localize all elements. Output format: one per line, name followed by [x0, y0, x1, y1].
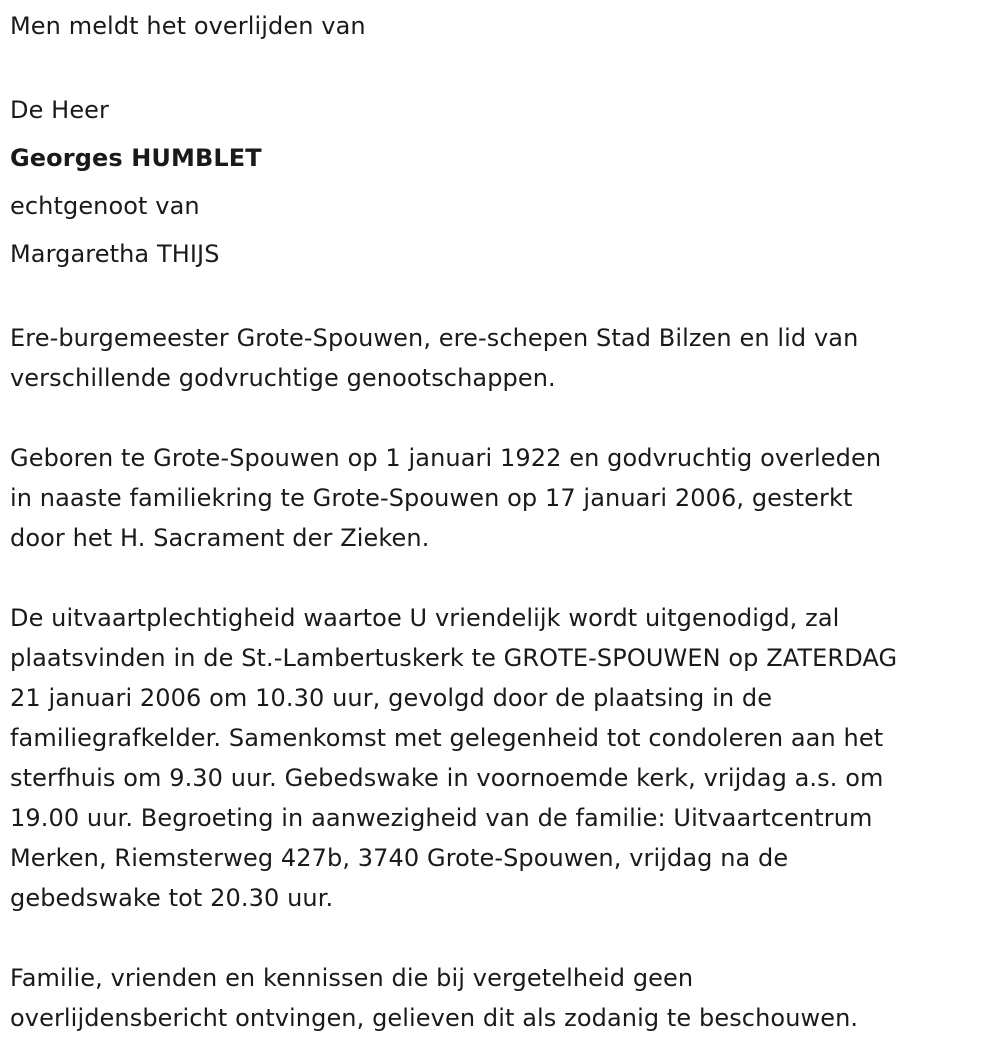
- spouse-name: Margaretha THIJS: [10, 240, 220, 268]
- deceased-block: [10, 86, 990, 278]
- paragraph-line: familiegrafkelder. Samenkomst met gelegenheid tot condoleren aan het: [10, 724, 884, 752]
- paragraph-line: verschillende godvruchtige genootschappen.: [10, 364, 556, 392]
- paragraph-line: gebedswake tot 20.30 uur.: [10, 884, 334, 912]
- salutation: De Heer: [10, 96, 110, 124]
- birth-death-paragraph: [10, 438, 990, 558]
- paragraph-line: De uitvaartplechtigheid waartoe U vriendelijk wordt uitgenodigd, zal: [10, 604, 840, 632]
- paragraph-line: Familie, vrienden en kennissen die bij vergetelheid geen: [10, 964, 694, 992]
- ceremony-paragraph: [10, 598, 990, 918]
- spacer: [10, 46, 990, 86]
- paragraph-line: Geboren te Grote-Spouwen op 1 januari 1922 en godvruchtig overleden: [10, 444, 882, 472]
- closing-paragraph: [10, 958, 990, 1038]
- paragraph-line: overlijdensbericht ontvingen, gelieven dit als zodanig te beschouwen.: [10, 1004, 859, 1032]
- paragraph-line: plaatsvinden in de St.-Lambertuskerk te GROTE-SPOUWEN op ZATERDAG: [10, 644, 898, 672]
- intro-text: Men meldt het overlijden van: [10, 12, 366, 40]
- relation-text: echtgenoot van: [10, 192, 200, 220]
- paragraph-line: Merken, Riemsterweg 427b, 3740 Grote-Spouwen, vrijdag na de: [10, 844, 789, 872]
- paragraph-line: 19.00 uur. Begroeting in aanwezigheid van de familie: Uitvaartcentrum: [10, 804, 873, 832]
- paragraph-line: in naaste familiekring te Grote-Spouwen op 17 januari 2006, gesterkt: [10, 484, 853, 512]
- paragraph-line: sterfhuis om 9.30 uur. Gebedswake in voornoemde kerk, vrijdag a.s. om: [10, 764, 884, 792]
- deceased-name: Georges HUMBLET: [10, 144, 262, 172]
- paragraph-line: Ere-burgemeester Grote-Spouwen, ere-schepen Stad Bilzen en lid van: [10, 324, 859, 352]
- paragraph-line: 21 januari 2006 om 10.30 uur, gevolgd door de plaatsing in de: [10, 684, 773, 712]
- paragraph-line: door het H. Sacrament der Zieken.: [10, 524, 430, 552]
- obituary-document: [10, 6, 990, 1038]
- titles-paragraph: [10, 318, 990, 398]
